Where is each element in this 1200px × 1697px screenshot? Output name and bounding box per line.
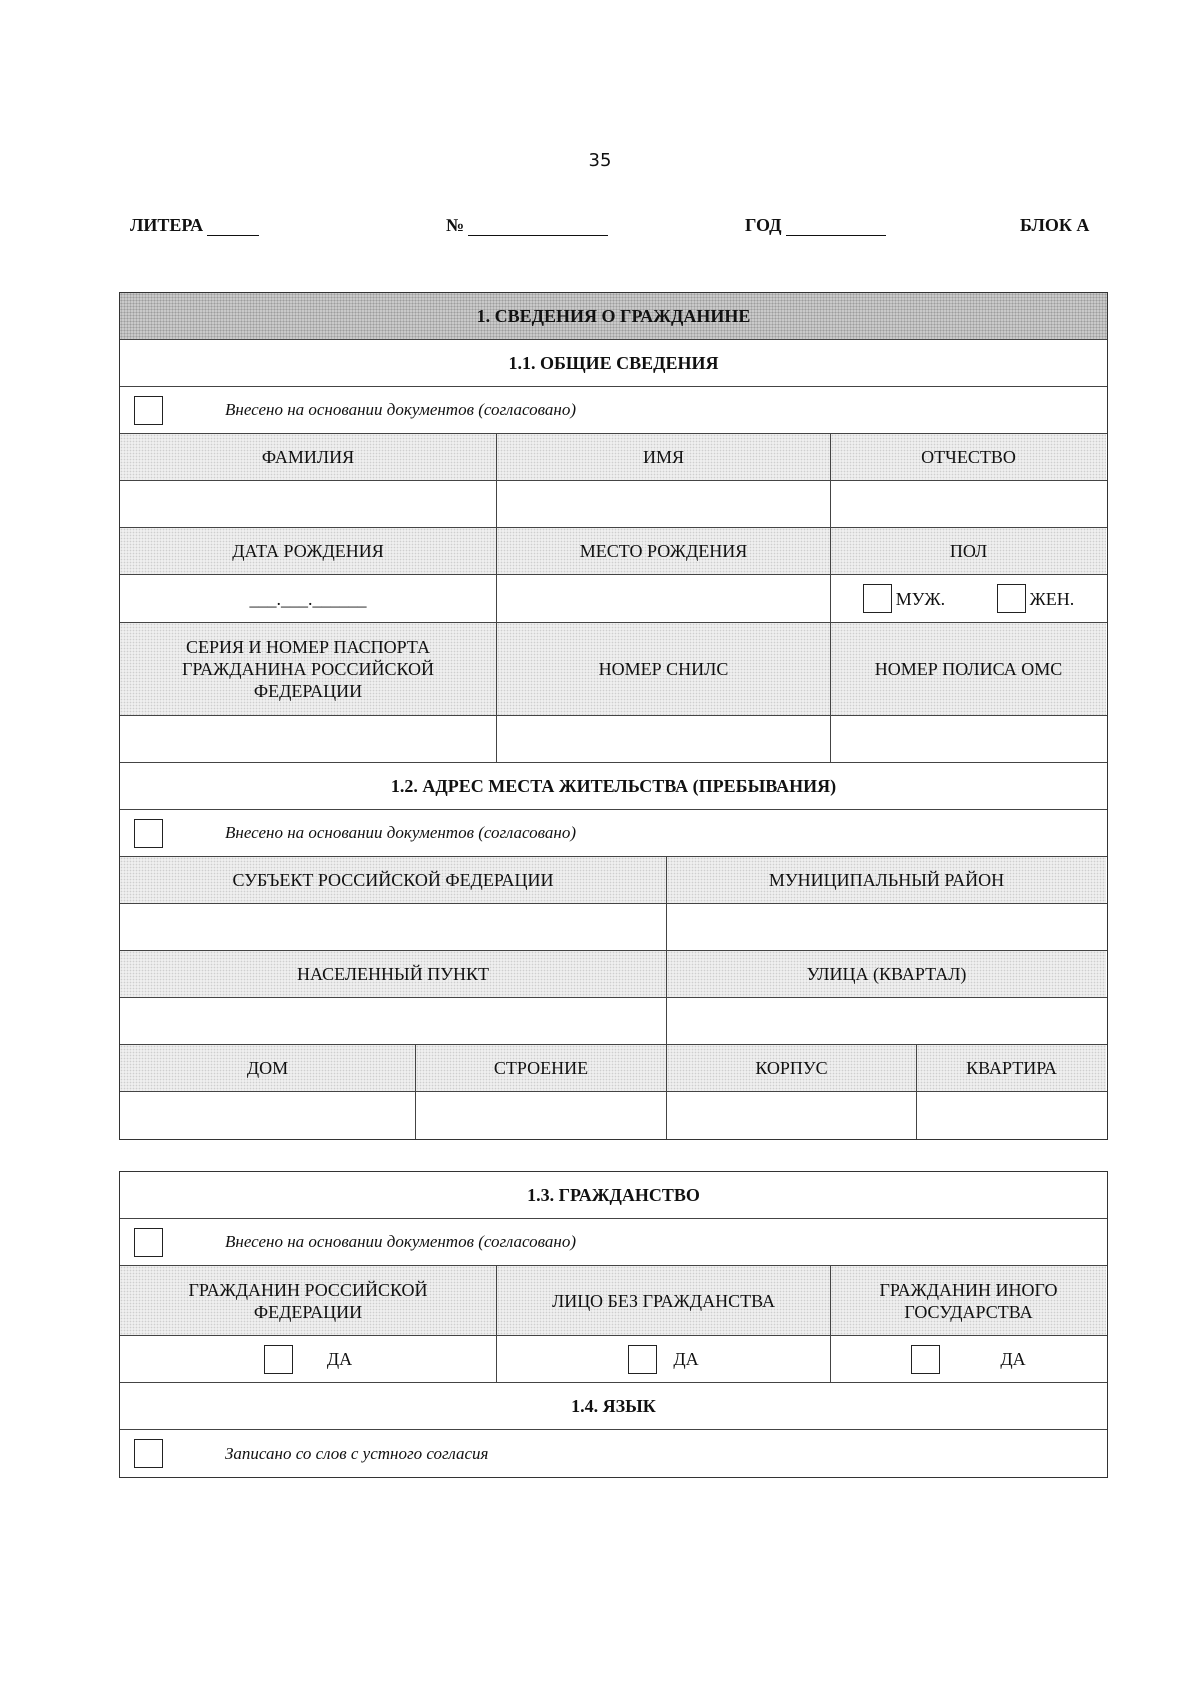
foreign-yes-option[interactable] <box>911 1345 1025 1374</box>
birth-place-field[interactable] <box>497 575 831 622</box>
rf-citizen-checkbox[interactable] <box>264 1345 293 1374</box>
building-field[interactable] <box>416 1092 667 1139</box>
language-confirm-text: Записано со слов с устного согласия <box>225 1443 489 1463</box>
citizenship-section-title: 1.3. ГРАЖДАНСТВО <box>527 1185 700 1205</box>
stateless-label: ЛИЦО БЕЗ ГРАЖДАНСТВА <box>497 1266 831 1335</box>
locality-labels-row <box>120 951 1107 998</box>
litera-field <box>130 215 259 236</box>
house-labels-row <box>120 1045 1107 1092</box>
apartment-label: КВАРТИРА <box>917 1045 1106 1091</box>
stateless-yes-label: ДА <box>673 1349 699 1369</box>
foreign-citizen-label: ГРАЖДАНИН ИНОГО ГОСУДАРСТВА <box>831 1266 1106 1335</box>
foreign-option-cell <box>831 1336 1106 1382</box>
rf-citizen-label: ГРАЖДАНИН РОССИЙСКОЙ ФЕДЕРАЦИИ <box>120 1266 497 1335</box>
apartment-field[interactable] <box>917 1092 1106 1139</box>
address-confirm-checkbox[interactable] <box>134 819 163 848</box>
general-confirm-row <box>120 387 1107 434</box>
block-number-field[interactable] <box>667 1092 917 1139</box>
region-values-row <box>120 904 1107 951</box>
address-section-title: 1.2. АДРЕС МЕСТА ЖИТЕЛЬСТВА (ПРЕБЫВАНИЯ) <box>390 776 837 796</box>
birth-date-field[interactable] <box>120 575 497 622</box>
passport-label: СЕРИЯ И НОМЕР ПАСПОРТА ГРАЖДАНИНА РОССИЙСКОЙ ФЕДЕРАЦИИ <box>120 623 497 715</box>
citizenship-confirm-checkbox[interactable] <box>134 1228 163 1257</box>
sex-options <box>831 575 1106 622</box>
general-section-title: 1.1. ОБЩИЕ СВЕДЕНИЯ <box>508 353 719 373</box>
name-field[interactable] <box>497 481 831 527</box>
birth-labels-row <box>120 528 1107 575</box>
district-label: МУНИЦИПАЛЬНЫЙ РАЙОН <box>667 857 1106 903</box>
surname-field[interactable] <box>120 481 497 527</box>
general-confirm-checkbox[interactable] <box>134 396 163 425</box>
oms-label: НОМЕР ПОЛИСА ОМС <box>831 623 1106 715</box>
general-title-row <box>120 340 1107 387</box>
page-number: 35 <box>588 150 612 171</box>
documents-values-row <box>120 716 1107 763</box>
section-header-row <box>120 293 1107 340</box>
language-section-title: 1.4. ЯЗЫК <box>571 1396 656 1416</box>
stateless-yes-option[interactable] <box>628 1345 698 1374</box>
block-label: БЛОК А <box>1020 215 1090 235</box>
locality-values-row <box>120 998 1107 1045</box>
sex-female-option[interactable] <box>997 584 1075 613</box>
birth-date-mask: ___.___.______ <box>249 588 367 609</box>
citizenship-title-row <box>120 1172 1107 1219</box>
house-field[interactable] <box>120 1092 416 1139</box>
rf-citizen-option-cell <box>120 1336 497 1382</box>
house-values-row <box>120 1092 1107 1139</box>
litera-blank[interactable] <box>207 217 259 236</box>
sex-female-checkbox[interactable] <box>997 584 1026 613</box>
number-blank[interactable] <box>468 217 608 236</box>
litera-label: ЛИТЕРА <box>130 215 204 235</box>
foreign-yes-label: ДА <box>1000 1349 1026 1369</box>
number-label: № <box>446 215 465 235</box>
subject-field[interactable] <box>120 904 667 950</box>
sex-male-label: МУЖ. <box>895 588 946 609</box>
house-label: ДОМ <box>120 1045 416 1091</box>
citizenship-confirm-row <box>120 1219 1107 1266</box>
general-confirm-text: Внесено на основании документов (согласовано) <box>225 400 576 419</box>
passport-field[interactable] <box>120 716 497 762</box>
citizenship-options-row <box>120 1336 1107 1383</box>
snils-field[interactable] <box>497 716 831 762</box>
birth-values-row <box>120 575 1107 623</box>
citizenship-language-form <box>119 1171 1108 1478</box>
foreign-checkbox[interactable] <box>911 1345 940 1374</box>
rf-citizen-yes-label: ДА <box>326 1349 353 1369</box>
surname-label: ФАМИЛИЯ <box>120 434 497 480</box>
name-values-row <box>120 481 1107 528</box>
district-field[interactable] <box>667 904 1106 950</box>
year-label: ГОД <box>745 215 782 235</box>
birth-date-label: ДАТА РОЖДЕНИЯ <box>120 528 497 574</box>
oms-field[interactable] <box>831 716 1106 762</box>
number-field <box>446 215 608 236</box>
year-blank[interactable] <box>786 217 886 236</box>
patronymic-field[interactable] <box>831 481 1106 527</box>
snils-label: НОМЕР СНИЛС <box>497 623 831 715</box>
locality-field[interactable] <box>120 998 667 1044</box>
locality-label: НАСЕЛЕННЫЙ ПУНКТ <box>120 951 667 997</box>
language-title-row <box>120 1383 1107 1430</box>
year-field <box>745 215 886 236</box>
language-confirm-row <box>120 1430 1107 1477</box>
sex-male-option[interactable] <box>863 584 945 613</box>
stateless-option-cell <box>497 1336 831 1382</box>
block-number-label: КОРПУС <box>667 1045 917 1091</box>
citizenship-confirm-text: Внесено на основании документов (согласовано) <box>225 1232 576 1251</box>
name-labels-row <box>120 434 1107 481</box>
rf-citizen-yes-option[interactable] <box>264 1345 352 1374</box>
birth-place-label: МЕСТО РОЖДЕНИЯ <box>497 528 831 574</box>
stateless-checkbox[interactable] <box>628 1345 657 1374</box>
name-label: ИМЯ <box>497 434 831 480</box>
region-labels-row <box>120 857 1107 904</box>
section-title: 1. СВЕДЕНИЯ О ГРАЖДАНИНЕ <box>120 293 1107 339</box>
citizenship-labels-row <box>120 1266 1107 1336</box>
street-label: УЛИЦА (КВАРТАЛ) <box>667 951 1106 997</box>
address-title-row <box>120 763 1107 810</box>
citizen-info-form <box>119 292 1108 1140</box>
patronymic-label: ОТЧЕСТВО <box>831 434 1106 480</box>
documents-labels-row <box>120 623 1107 716</box>
language-confirm-checkbox[interactable] <box>134 1439 163 1468</box>
sex-male-checkbox[interactable] <box>863 584 892 613</box>
sex-label: ПОЛ <box>831 528 1106 574</box>
address-confirm-text: Внесено на основании документов (согласовано) <box>225 823 576 842</box>
subject-label: СУБЪЕКТ РОССИЙСКОЙ ФЕДЕРАЦИИ <box>120 857 667 903</box>
street-field[interactable] <box>667 998 1106 1044</box>
building-label: СТРОЕНИЕ <box>416 1045 667 1091</box>
address-confirm-row <box>120 810 1107 857</box>
sex-female-label: ЖЕН. <box>1029 588 1075 609</box>
